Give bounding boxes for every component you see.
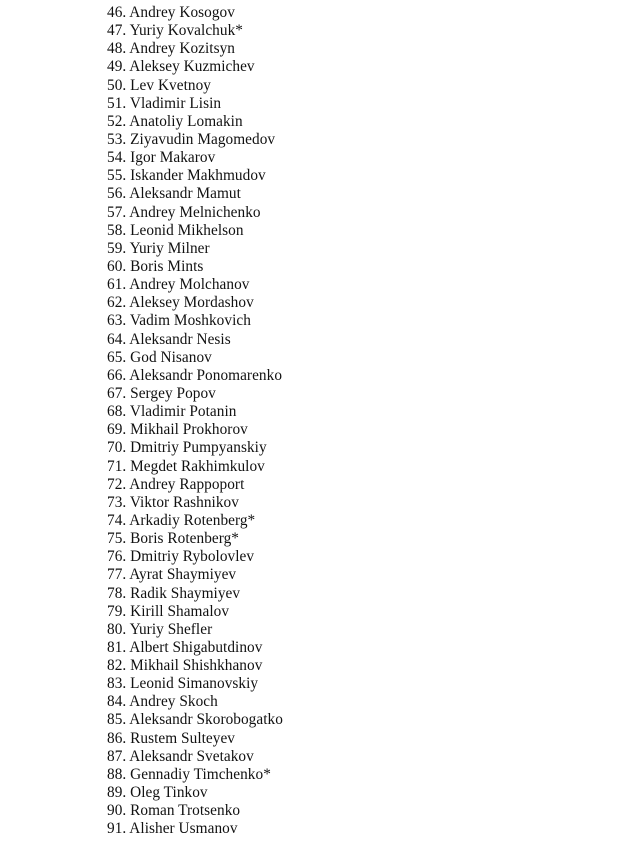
list-item: 53. Ziyavudin Magomedov bbox=[107, 130, 276, 148]
list-item: 78. Radik Shaymiyev bbox=[107, 584, 241, 602]
list-item: 58. Leonid Mikhelson bbox=[107, 221, 244, 239]
list-item: 84. Andrey Skoch bbox=[107, 693, 218, 711]
list-item: 63. Vadim Moshkovich bbox=[107, 312, 251, 330]
list-item: 86. Rustem Sulteyev bbox=[107, 729, 235, 747]
list-item: 55. Iskander Makhmudov bbox=[107, 167, 266, 185]
list-item: 81. Albert Shigabutdinov bbox=[107, 638, 263, 656]
name-list bbox=[107, 4, 283, 838]
list-item: 70. Dmitriy Pumpyanskiy bbox=[107, 439, 267, 457]
list-item: 90. Roman Trotsenko bbox=[107, 802, 241, 820]
list-item: 46. Andrey Kosogov bbox=[107, 4, 235, 21]
list-item: 79. Kirill Shamalov bbox=[107, 602, 230, 620]
list-item: 87. Aleksandr Svetakov bbox=[107, 747, 254, 765]
list-item: 60. Boris Mints bbox=[107, 257, 204, 275]
list-item: 47. Yuriy Kovalchuk* bbox=[107, 22, 243, 40]
list-item: 89. Oleg Tinkov bbox=[107, 784, 208, 802]
list-item: 61. Andrey Molchanov bbox=[107, 276, 250, 294]
list-item: 65. God Nisanov bbox=[107, 348, 212, 366]
list-item: 82. Mikhail Shishkhanov bbox=[107, 657, 263, 675]
list-item: 56. Aleksandr Mamut bbox=[107, 185, 241, 203]
list-item: 83. Leonid Simanovskiy bbox=[107, 675, 259, 693]
list-item: 48. Andrey Kozitsyn bbox=[107, 40, 235, 58]
list-item: 50. Lev Kvetnoy bbox=[107, 76, 211, 94]
list-item: 57. Andrey Melnichenko bbox=[107, 203, 261, 221]
list-item: 75. Boris Rotenberg* bbox=[107, 530, 240, 548]
list-item: 69. Mikhail Prokhorov bbox=[107, 421, 248, 439]
list-item: 68. Vladimir Potanin bbox=[107, 403, 237, 421]
list-item: 74. Arkadiy Rotenberg* bbox=[107, 511, 256, 529]
list-item: 64. Aleksandr Nesis bbox=[107, 330, 231, 348]
list-item: 71. Megdet Rakhimkulov bbox=[107, 457, 265, 475]
list-item: 67. Sergey Popov bbox=[107, 384, 216, 402]
list-item: 66. Aleksandr Ponomarenko bbox=[107, 366, 283, 384]
list-item: 59. Yuriy Milner bbox=[107, 239, 210, 257]
list-item: 91. Alisher Usmanov bbox=[107, 820, 238, 838]
list-item: 72. Andrey Rappoport bbox=[107, 475, 245, 493]
list-item: 80. Yuriy Shefler bbox=[107, 620, 213, 638]
list-item: 52. Anatoliy Lomakin bbox=[107, 112, 243, 130]
list-item: 49. Aleksey Kuzmichev bbox=[107, 58, 255, 76]
list-item: 62. Aleksey Mordashov bbox=[107, 294, 254, 312]
list-item: 76. Dmitriy Rybolovlev bbox=[107, 548, 255, 566]
list-item: 51. Vladimir Lisin bbox=[107, 94, 222, 112]
list-item: 77. Ayrat Shaymiyev bbox=[107, 566, 237, 584]
list-item: 54. Igor Makarov bbox=[107, 149, 216, 167]
list-item: 73. Viktor Rashnikov bbox=[107, 493, 239, 511]
list-item: 88. Gennadiy Timchenko* bbox=[107, 765, 271, 783]
list-item: 85. Aleksandr Skorobogatko bbox=[107, 711, 283, 729]
